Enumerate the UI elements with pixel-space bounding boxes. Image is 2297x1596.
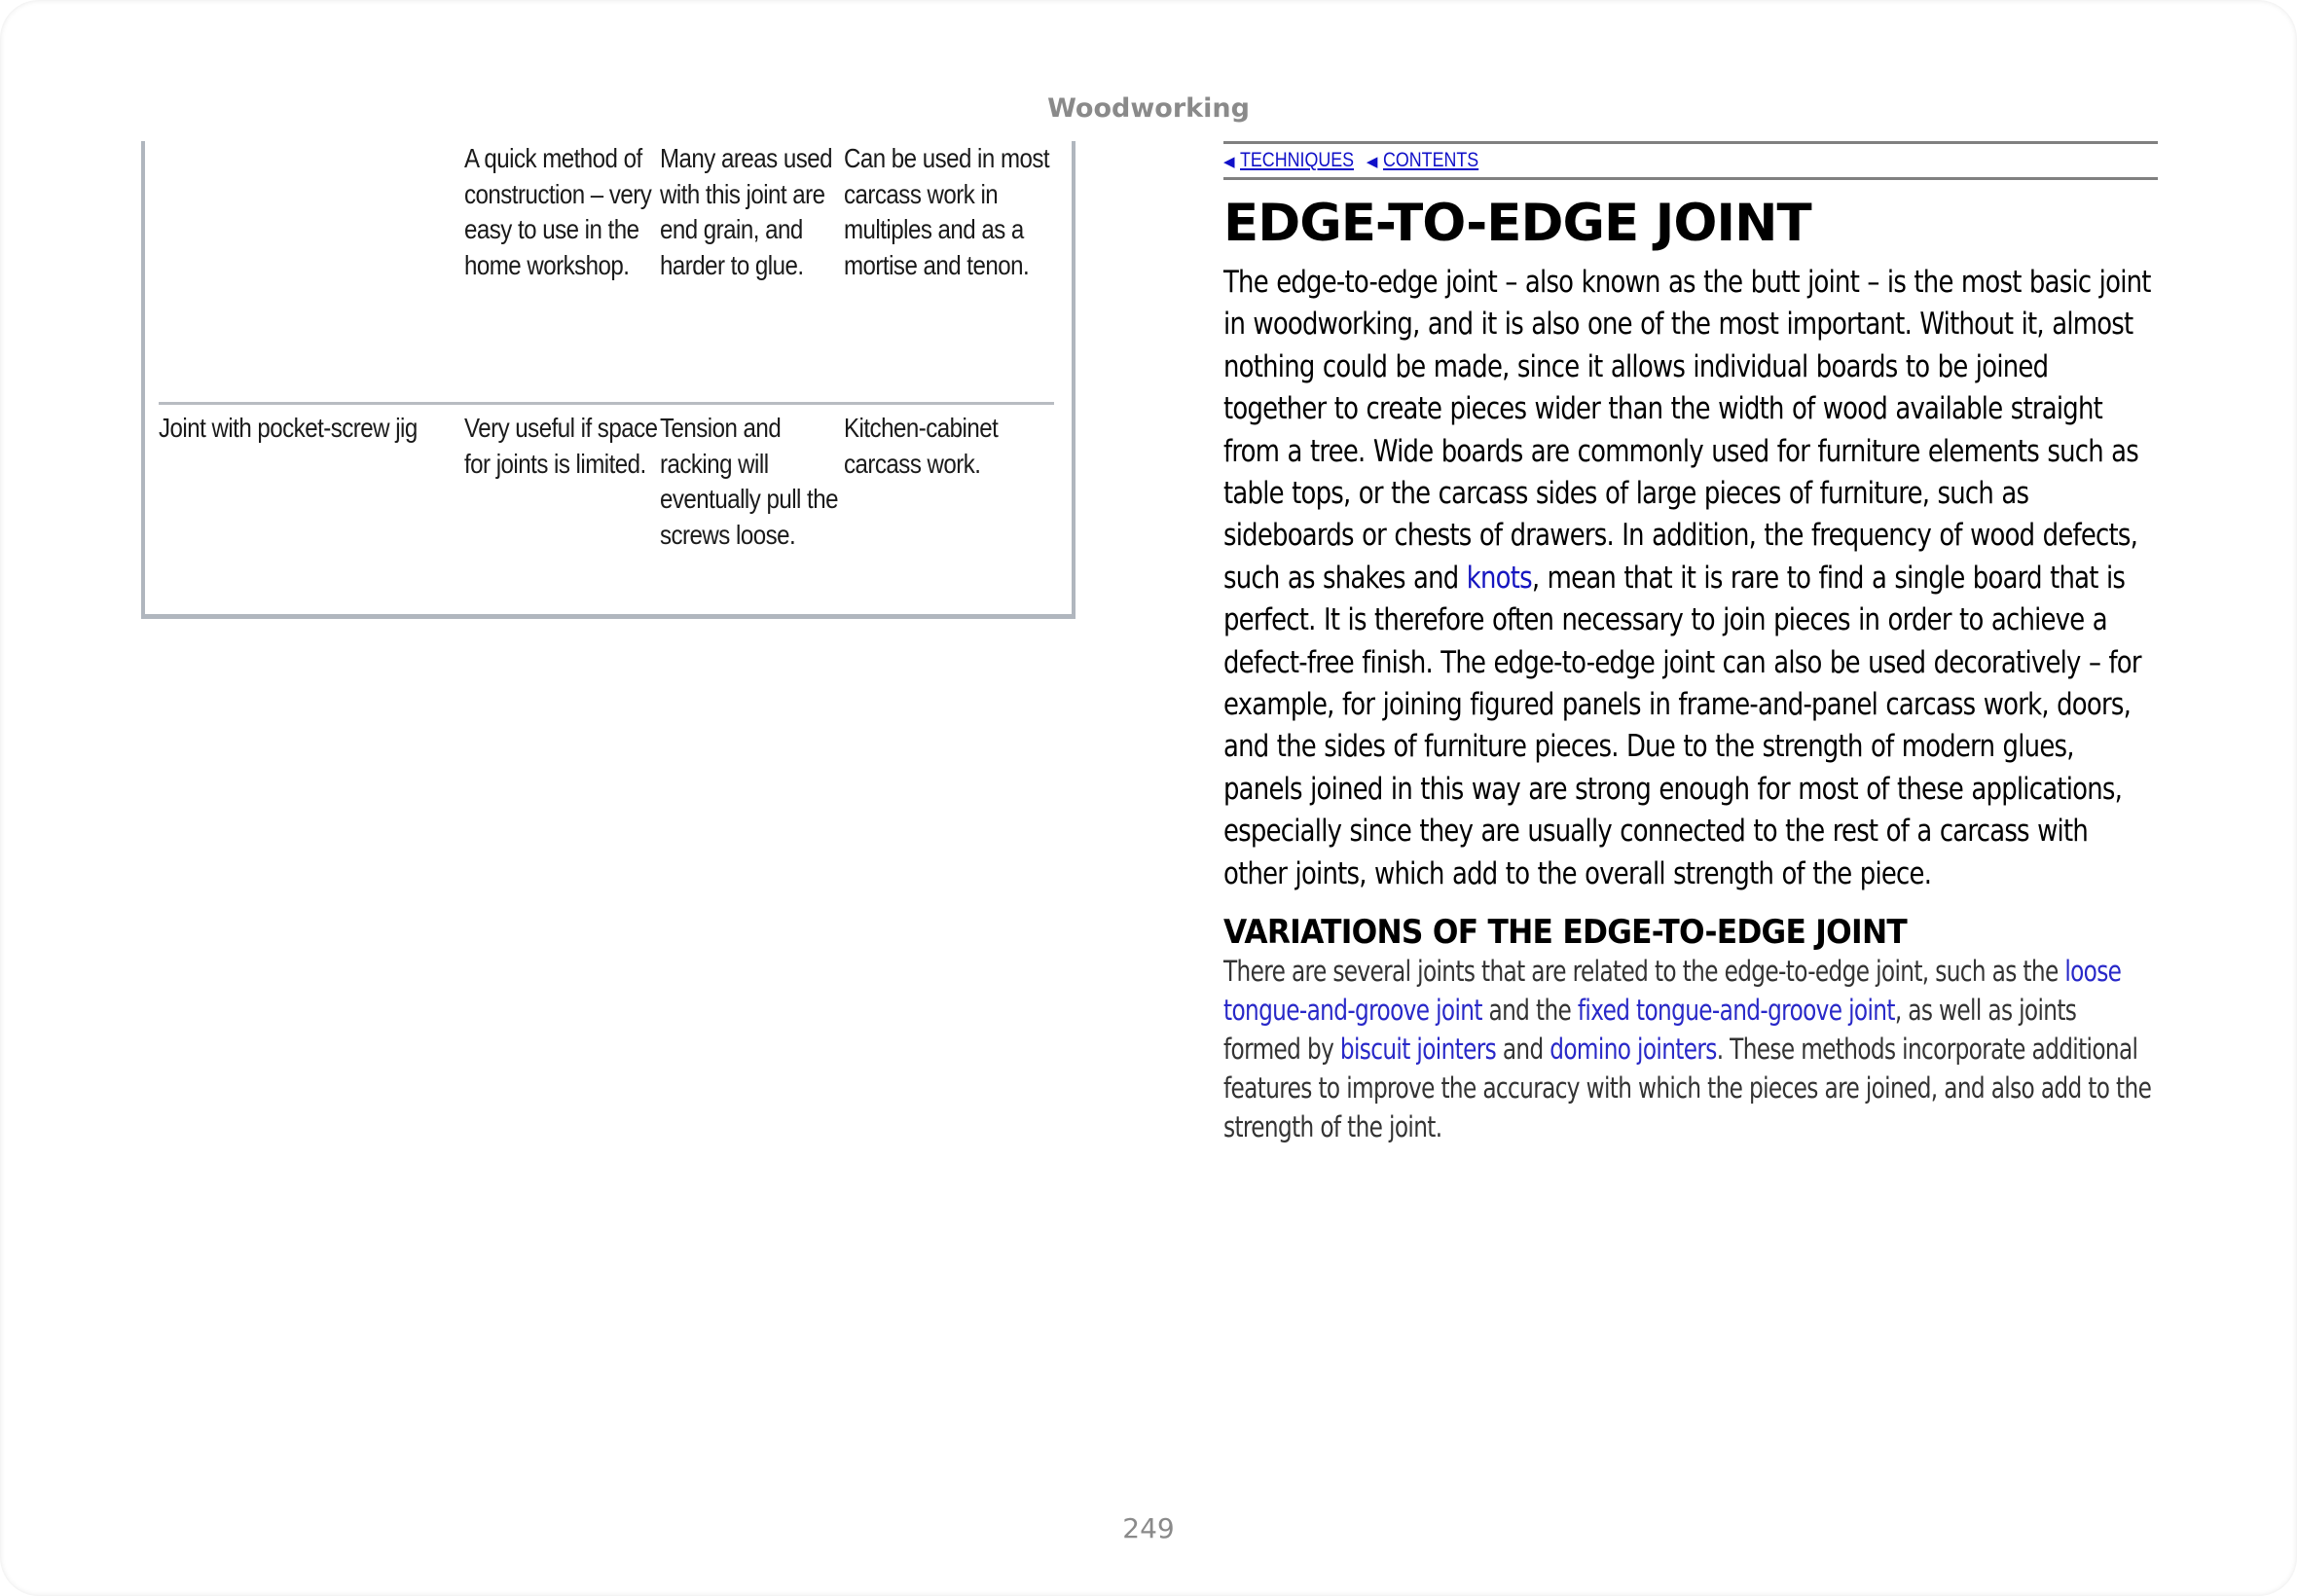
table-cell-joint — [159, 141, 464, 404]
techniques-link[interactable]: TECHNIQUES — [1240, 149, 1355, 171]
table-cell-disadvantages: Tension and racking will eventually pull the screws loose. — [660, 404, 844, 554]
variations-paragraph: There are several joints that are related to the edge-to-edge joint, such as the loose tongue-and-groove joint and the fixed tongue-and-groove joint, as well as joints formed by biscuit jointers and domino jointers. These methods incorporate additional features to improve the accuracy with which the pieces are joined, and also add to the strength of the joint. — [1223, 955, 2152, 1144]
article-column — [1223, 141, 2158, 1146]
running-head: Woodworking — [1047, 93, 1250, 124]
nav-techniques[interactable] — [1223, 144, 1374, 179]
table-row — [159, 141, 1054, 404]
left-triangle-icon: ◀ — [1223, 154, 1235, 170]
article-title: EDGE-TO-EDGE JOINT — [1223, 194, 1811, 253]
nav-contents[interactable] — [1367, 144, 1496, 179]
biscuit-jointers-link[interactable]: biscuit jointers — [1339, 1033, 1497, 1067]
table-body — [159, 141, 1054, 553]
table-row — [159, 404, 1054, 554]
contents-link[interactable]: CONTENTS — [1383, 149, 1479, 171]
table-cell-uses: Can be used in most carcass work in multiples and as a mortise and tenon. — [843, 143, 1049, 280]
domino-jointers-link[interactable]: domino jointers — [1550, 1033, 1717, 1067]
breadcrumb-nav — [1223, 141, 2158, 180]
left-triangle-icon: ◀ — [1366, 154, 1378, 170]
table-cell-uses: Kitchen-cabinet carcass work. — [844, 404, 1054, 554]
table-cell-advantages: Very useful if space for joints is limited. — [464, 404, 660, 554]
table-cell-disadvantages: Many areas used with this joint are end grain, and harder to glue. — [660, 143, 833, 280]
loose-tongue-and-groove-link[interactable]: loose tongue-and-groove joint — [1223, 955, 2122, 1028]
joint-comparison-table — [141, 141, 1076, 619]
table-cell-joint: Joint with pocket-screw jig — [159, 404, 464, 554]
fixed-tongue-and-groove-link[interactable]: fixed tongue-and-groove joint — [1577, 994, 1895, 1028]
variations-heading: VARIATIONS OF THE EDGE-TO-EDGE JOINT — [1223, 913, 1907, 953]
intro-paragraph: The edge-to-edge joint – also known as the butt joint – is the most basic joint in woodworking, and it is also one of the most important. Without it, almost nothing could be made, since it allows individual boards to be joined together to create pieces wider than the width of wood available straight from a tree. Wide boards are commonly used for furniture elements such as table tops, or the carcass sides of large pieces of furniture, such as sideboards or chests of drawers. In addition, the frequency of wood defects, such as shakes and knots, mean that it is rare to find a single board that is perfect. It is therefore often necessary to join pieces in order to achieve a defect-free finish. The edge-to-edge joint can also be used decoratively – for example, for joining figured panels in frame-and-panel carcass work, doors, and the sides of furniture pieces. Due to the strength of modern glues, panels joined in this way are strong enough for most of these applications, especially since they are usually connected to the rest of a carcass with other joints, which add to the overall strength of the piece. — [1223, 265, 2151, 891]
table-cell-advantages: A quick method of construction – very easy to use in the home workshop. — [464, 143, 652, 280]
knots-link[interactable]: knots — [1466, 560, 1532, 596]
page-number: 249 — [1122, 1512, 1175, 1544]
